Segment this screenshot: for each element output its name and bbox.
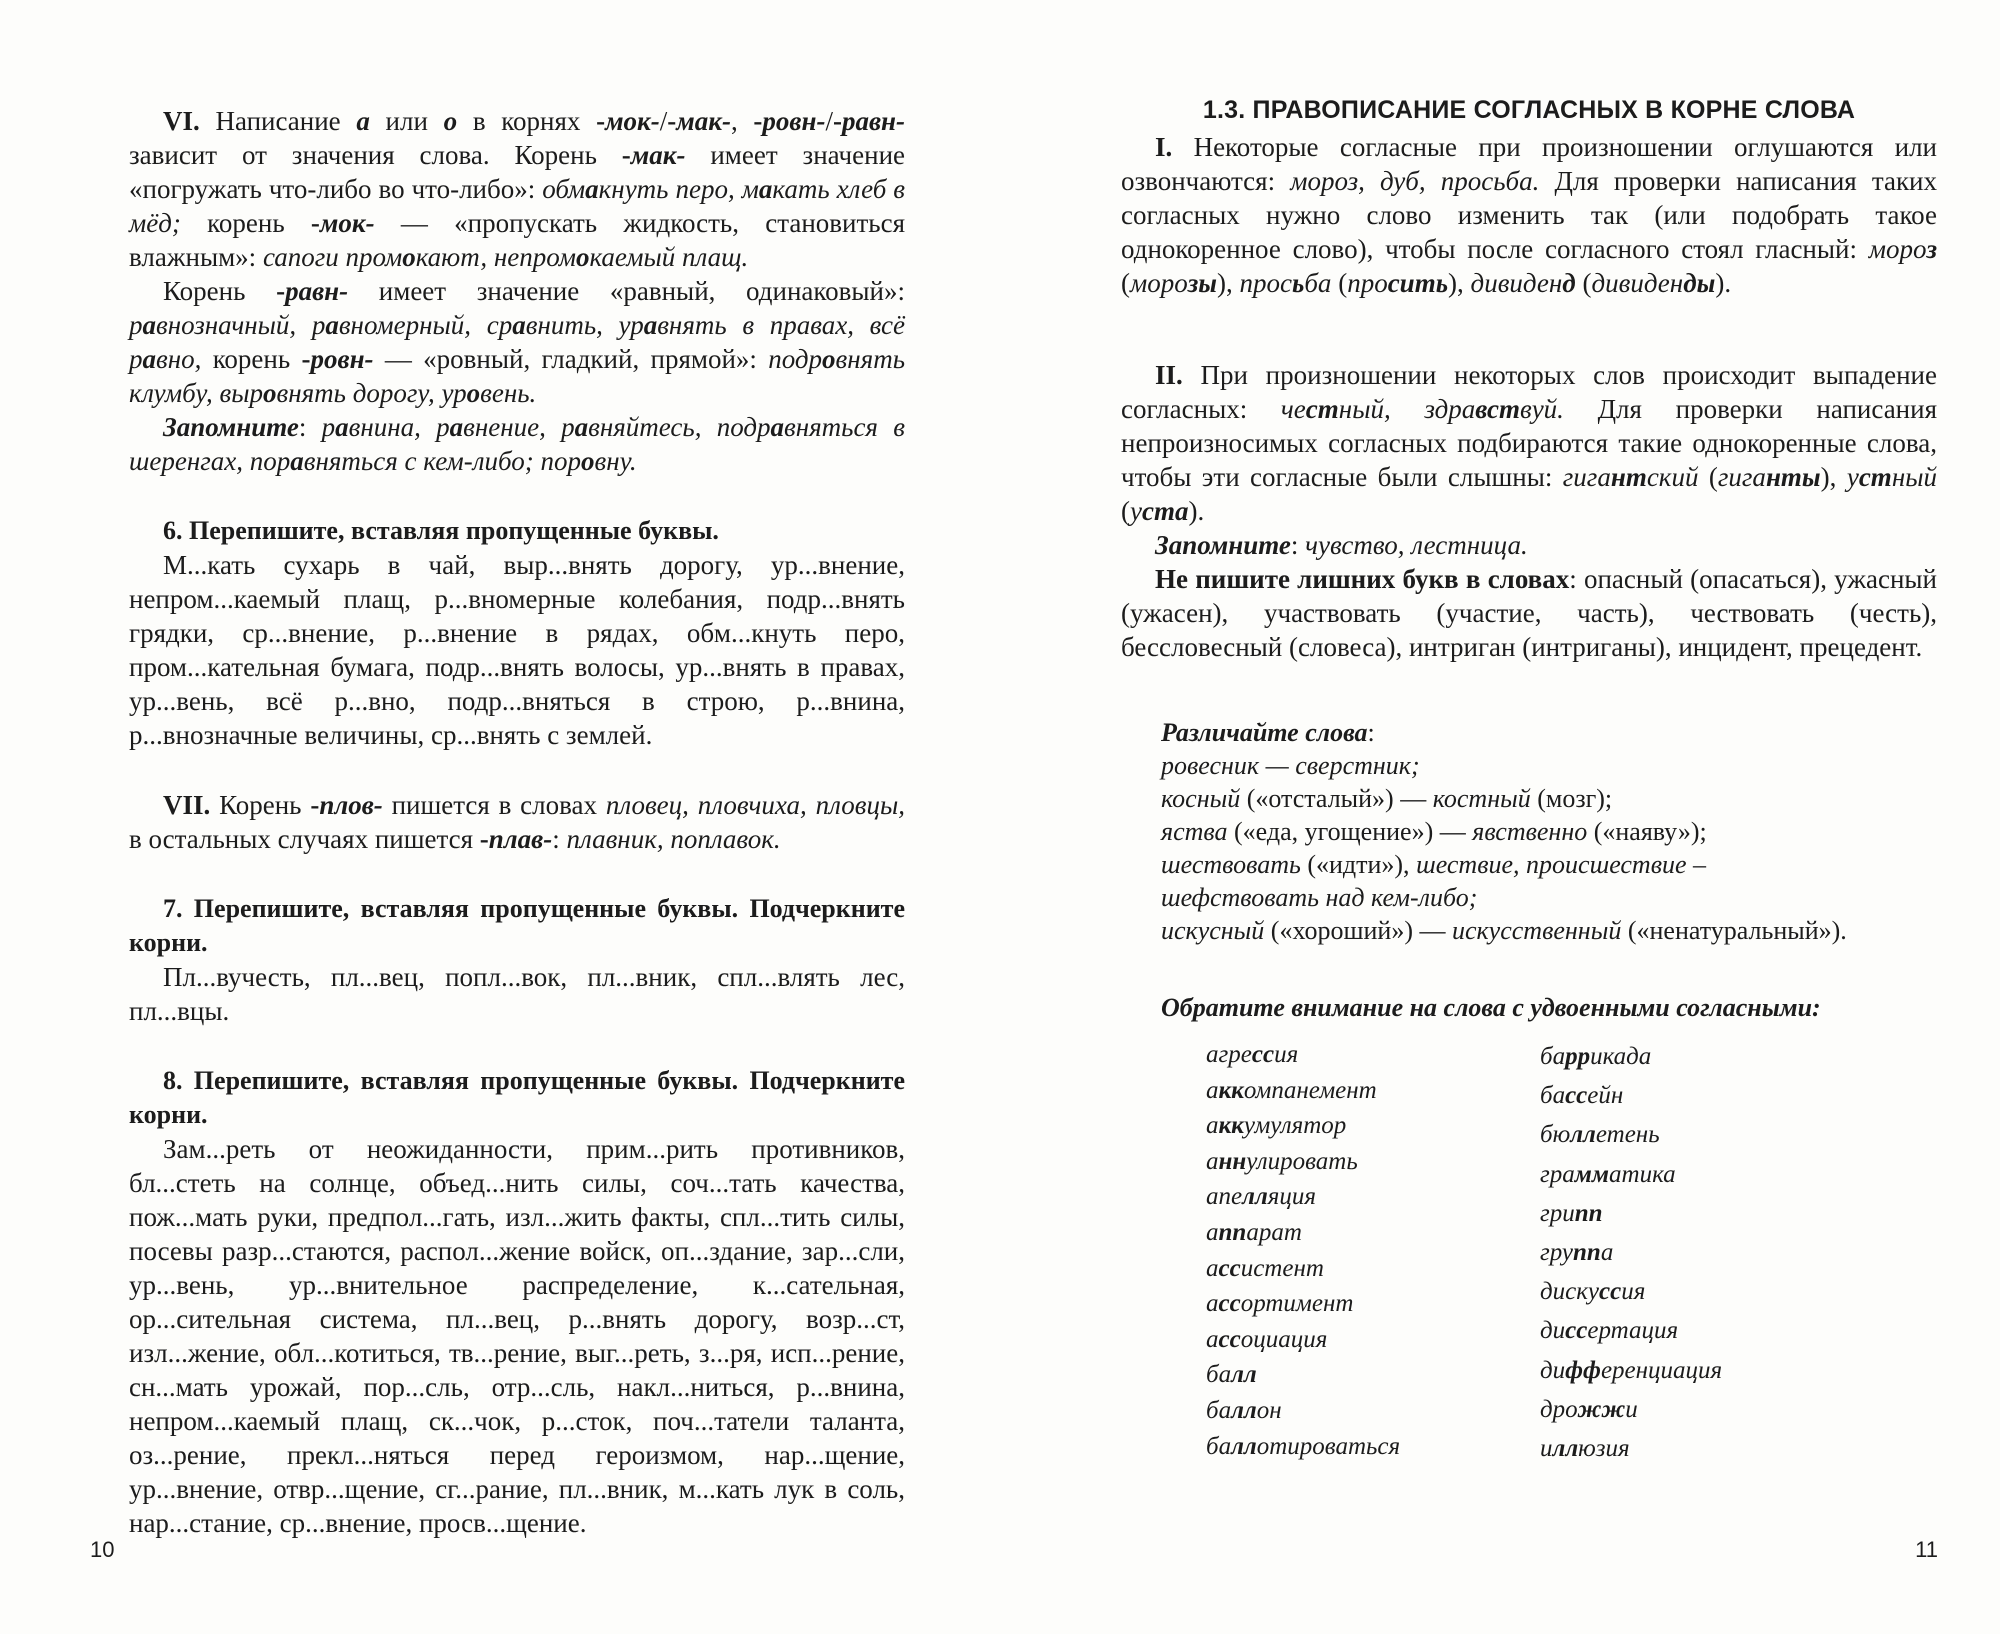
word-item: апелляция (1206, 1183, 1317, 1211)
word-item: баллотироваться (1206, 1432, 1401, 1460)
word-item: дрожжи (1540, 1395, 1638, 1423)
word-item: грипп (1540, 1199, 1603, 1227)
word-item: аккумулятор (1206, 1112, 1347, 1140)
word-item: иллюзия (1540, 1435, 1630, 1463)
exercise-8-title: 8. Перепишите, вставляя пропущенные буквы. Подчеркните корни. (129, 1066, 905, 1129)
rule-vii: VII. Корень -плов- пишется в словах пловец, пловчиха, пловцы, в остальных случаях пишется -плав-: плавник, поплавок. (129, 790, 905, 854)
rule-vi-cont: Корень -равн- имеет значение «равный, одинаковый»: равнозначный, равномерный, сравнить, уравнять в правах, всё равно, корень -ровн- — «ровный, гладкий, прямой»: подровнять клумбу, выровнять дорогу, уровень. (129, 276, 906, 408)
word-item: дискуссия (1540, 1278, 1646, 1306)
word-item: аннулировать (1206, 1147, 1358, 1175)
word-item: грамматика (1540, 1160, 1676, 1188)
word-item: группа (1540, 1239, 1614, 1267)
distinguish-line-3: яства («еда, угощение») — явственно («наяву»); (1161, 817, 1707, 846)
distinguish-line-1: ровесник — сверстник; (1161, 751, 1420, 780)
left-column (129, 104, 905, 1540)
attention-text: Обратите внимание на слова с удвоенными согласными (1161, 993, 1813, 1022)
word-item: аппарат (1206, 1218, 1302, 1246)
rule-vi: VI. Написание а или о в корнях -мок-/-мак-, -ровн-/-равн- зависит от значения слова. Корень -мак- имеет значение «погружать что-либо во что-либо»: обмакнуть перо, макать хлеб в мёд; корень -мок- — «пропускать жидкость, становиться влажным»: сапоги промокают, непромокаемый плащ. (129, 106, 906, 272)
word-item: бюллетень (1540, 1121, 1660, 1149)
word-item: агрессия (1206, 1041, 1299, 1068)
exercise-7-text: Пл...вучесть, пл...вец, попл...вок, пл...вник, спл...влять лес, пл...вцы. (129, 962, 905, 1026)
word-item: дифференциация (1540, 1356, 1723, 1384)
distinguish-block: Различайте слова: ровесник — сверстник; косный («отсталый») — костный (мозг); яства («еда, угощение») — явственно («наяву»); шествовать («идти»), шествие, происшествие – шефствовать над кем-либо; искусный («хороший») — искусственный («ненатуральный»). (1121, 716, 1937, 947)
page-number-left: 10 (90, 1537, 115, 1562)
word-item: ассоциация (1206, 1325, 1328, 1353)
distinguish-line-5: шефствовать над кем-либо; (1161, 883, 1478, 912)
word-item: ассортимент (1206, 1290, 1354, 1318)
exercise-8-text: Зам...реть от неожиданности, прим...рить противников, бл...стеть на солнце, объед...нить силы, соч...тать качества, пож...мать руки, предпол...гать, изл...жить факты, спл...тить силы, посевы разр...стаются, распол...жение войск, оп...здание, зар...сли, ур...вень, ур...внительное распределение, к...сательная, ор...сительная система, пл...вец, р...внять дорогу, возр...ст, изл...жение, обл...котиться, тв...рение, выг...реть, з...ря, исп...рение, сн...мать урожай, пор...сль, отр...сль, накл...ниться, р...внина, непром...каемый плащ, ск...чок, р...сток, поч...татели таланта, оз...рение, прекл...няться перед героизмом, нар...щение, ур...внение, отвр...щение, сг...рание, пл...вник, м...кать лук в соль, нар...стание, ср...внение, просв...щение. (129, 1134, 905, 1538)
remember-label: Запомните (1155, 530, 1291, 560)
rule-i: I. Некоторые согласные при произношении оглушаются или озвончаются: мороз, дуб, просьба. Для проверки написания таких согласных нужно слово изменить так (или подобрать такое однокоренное слово), чтобы после согласного стоял гласный: мороз (морозы), просьба (просить), дивиденд (дивиденды). (1121, 132, 1938, 298)
words-column-2 (1540, 1037, 1874, 1468)
remember-words: чувство, лестница. (1305, 530, 1528, 560)
words-column-1 (1206, 1037, 1540, 1468)
page-number-right: 11 (1915, 1537, 1938, 1562)
no-extra-letters: Не пишите лишних букв в словах: опасный (опасаться), ужасный (ужасен), участвовать (участие, часть), чествовать (честь), бессловесный (словеса), интриган (интриганы), инцидент, прецедент. (1121, 564, 1937, 662)
word-item: ассистент (1206, 1254, 1324, 1282)
distinguish-title: Различайте слова (1161, 718, 1368, 747)
distinguish-line-6: искусный («хороший») — искусственный («ненатуральный»). (1161, 916, 1847, 945)
attention-heading: Обратите внимание на слова с удвоенными согласными: (1161, 993, 1821, 1022)
distinguish-line-2: косный («отсталый») — костный (мозг); (1161, 784, 1613, 813)
remember-vi: Запомните: равнина, равнение, равняйтесь, подравняться в шеренгах, поравняться с кем-либо; поровну. (129, 412, 905, 476)
word-item: диссертация (1540, 1317, 1679, 1345)
word-item: баррикада (1540, 1043, 1652, 1070)
exercise-6-text: М...кать сухарь в чай, выр...внять дорогу, ур...внение, непром...каемый плащ, р...вномерные колебания, подр...внять грядки, ср...внение, р...внение в рядах, обм...кнуть перо, пром...кательная бумага, подр...внять волосы, ур...внять в правах, ур...вень, всё р...вно, подр...вняться в строю, р...внина, р...внозначные величины, ср...внять с землей. (129, 550, 905, 750)
double-consonants-list (1121, 1037, 1937, 1468)
right-column (1121, 93, 1937, 1468)
section-title: 1.3. ПРАВОПИСАНИЕ СОГЛАСНЫХ В КОРНЕ СЛОВА (1202, 96, 1856, 124)
distinguish-line-4: шествовать («идти»), шествие, происшествие – (1161, 850, 1707, 879)
word-item: баллон (1206, 1396, 1282, 1424)
word-item: бассейн (1540, 1082, 1624, 1110)
exercise-7-title: 7. Перепишите, вставляя пропущенные буквы. Подчеркните корни. (129, 894, 905, 957)
word-item: аккомпанемент (1206, 1076, 1377, 1104)
rule-ii: II. При произношении некоторых слов происходит выпадение согласных: честный, здравствуй. Для проверки написания непроизносимых согласных подбираются такие однокоренные слова, чтобы эти согласные были слышны: гигантский (гиганты), устный (уста). (1121, 360, 1937, 526)
remember-ii: Запомните: чувство, лестница. (1155, 530, 1528, 560)
word-item: балл (1206, 1361, 1257, 1389)
exercise-6-title: 6. Перепишите, вставляя пропущенные буквы. (163, 516, 719, 545)
right-page (1000, 0, 2000, 1634)
